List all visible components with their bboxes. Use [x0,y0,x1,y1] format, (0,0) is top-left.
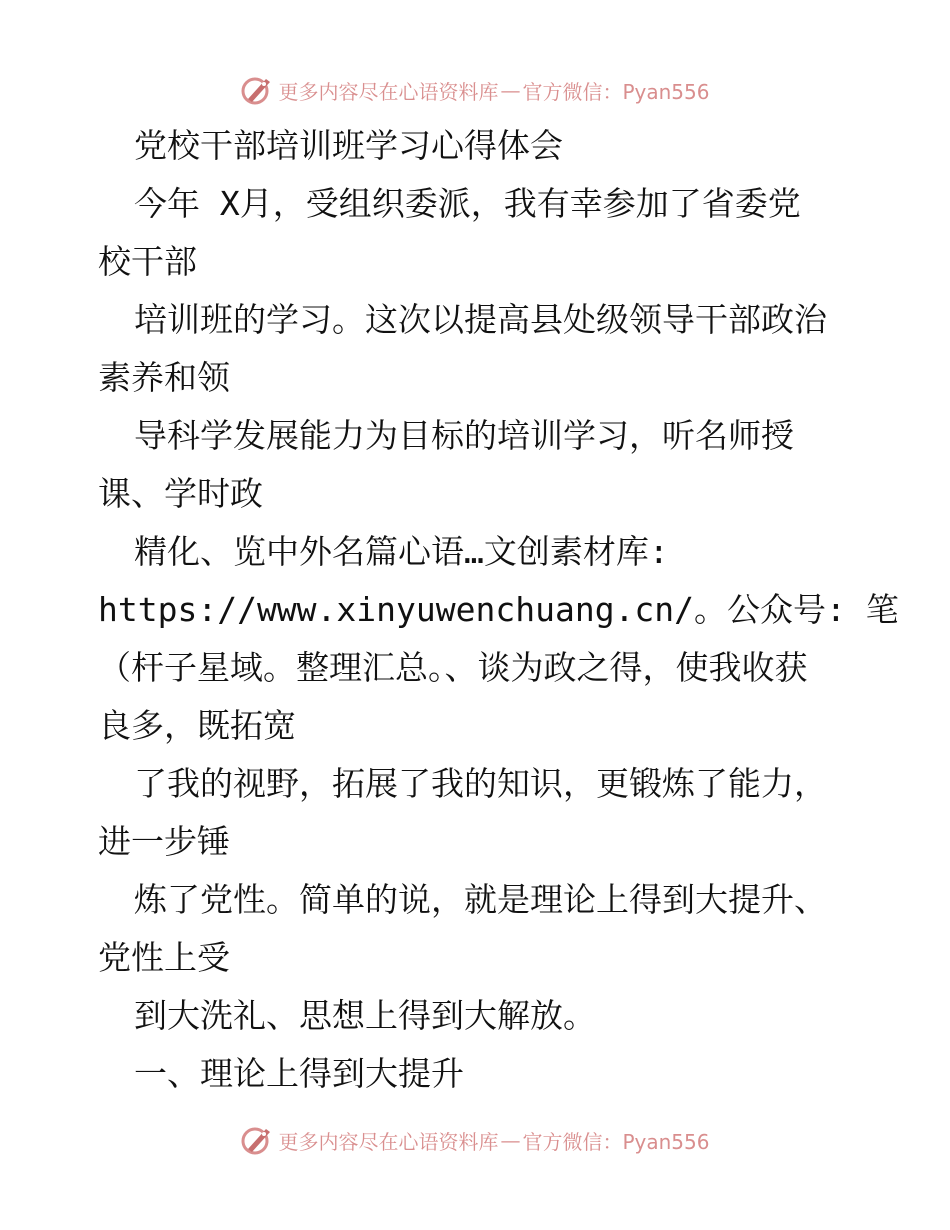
document-section-heading: 一、理论上得到大提升 [134,1054,464,1093]
header-banner-text: 更多内容尽在心语资料库 [278,79,499,104]
document-line: 党性上受 [98,938,230,977]
document-line: 今年 X月，受组织委派，我有幸参加了省委党 [134,184,801,223]
header-banner-inner [240,73,709,107]
document-line: 导科学发展能力为目标的培训学习，听名师授 [134,416,794,455]
document-line: 精化、览中外名篇心语…文创素材库: [134,532,669,571]
document-line: 良多，既拓宽 [98,706,296,745]
document-title: 党校干部培训班学习心得体会 [134,126,563,165]
document-line: 到大洗礼、思想上得到大解放。 [134,996,596,1035]
footer-banner [0,1120,950,1160]
footer-banner-contact: 官方微信：Pyan556 [522,1129,710,1154]
document-line: 素养和领 [98,358,230,397]
footer-banner-inner [240,1123,709,1157]
document-line: 课、学时政 [98,474,263,513]
footer-banner-separator: — [500,1128,521,1152]
document-line: https://www.xinyuwenchuang.cn/。公众号: 笔 [98,590,899,629]
header-banner-separator: — [500,78,521,102]
document-line: 校干部 [98,242,197,281]
footer-banner-text: 更多内容尽在心语资料库 [278,1129,499,1154]
document-line: 了我的视野，拓展了我的知识，更锻炼了能力， [134,764,827,803]
header-banner-contact: 官方微信：Pyan556 [522,79,710,104]
pen-logo-icon [240,1123,274,1157]
header-banner [0,70,950,110]
document-line: 炼了党性。简单的说，就是理论上得到大提升、 [134,880,827,919]
pen-logo-icon [240,73,274,107]
document-line: （杆子星域。整理汇总。、谈为政之得，使我收获 [98,648,808,687]
document-line: 进一步锤 [98,822,230,861]
document-body [98,117,899,1103]
document-line: 培训班的学习。这次以提高县处级领导干部政治 [134,300,827,339]
